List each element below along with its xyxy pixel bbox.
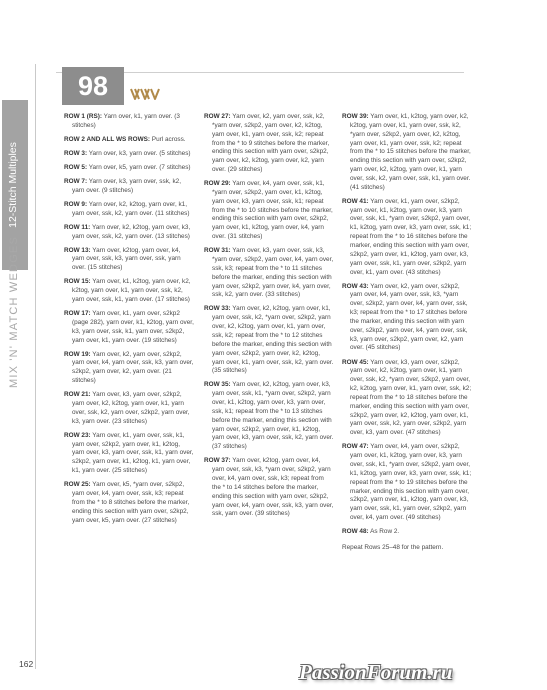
row-label: ROW 15: <box>64 278 91 286</box>
row-label: ROW 39: <box>342 113 369 120</box>
chapter-title: MIX 'N' MATCH WEDGES <box>8 235 20 389</box>
row-label: ROW 1 (RS): <box>64 113 102 120</box>
row-label: ROW 47: <box>342 443 369 451</box>
page-number: 162 <box>19 659 34 669</box>
row-text: Yarn over, k3, yarn over, ssk, k2, yarn over. (9 stitches) <box>72 177 181 194</box>
row-text: Yarn over, k2, yarn over, s2kp2, yarn over, k4, yarn over, ssk, k3, yarn over, s2kp2, yarn over, k2, yarn over. (21 stitches) <box>72 350 194 385</box>
row-label: ROW 35: <box>204 381 231 389</box>
row-text: Yarn over, k4, yarn over, ssk, k1, *yarn over, s2kp2, yarn over, k1, k2tog, yarn over, k3, yarn over, ssk, k1; repeat from the * to 10 stitches before the marker, ending this section with yarn over, s2kp2, yarn over, k1, k2tog, yarn over, k4, yarn over. (31 stitches) <box>212 180 333 241</box>
row-label: ROW 29: <box>204 180 231 188</box>
row-instruction <box>64 481 194 525</box>
row-instruction <box>342 283 472 354</box>
row-instruction <box>64 278 194 305</box>
row-label: ROW 27: <box>204 113 231 120</box>
row-label: ROW 3: <box>64 149 88 157</box>
row-instruction <box>64 150 194 159</box>
row-instruction <box>204 457 334 519</box>
row-instruction <box>64 391 194 426</box>
row-label: ROW 13: <box>64 246 91 254</box>
row-instruction <box>342 443 472 523</box>
row-text: Yarn over, k3, yarn over, s2kp2, yarn over, k2, k2tog, yarn over, k1, yarn over, ssk, k2, *yarn over, s2kp2, yarn over, k2, k2tog, yarn over, k1, yarn over, ssk, k2; repeat from the * to 18 stitches before the marker, ending this section with yarn over, s2kp2, yarn over, k2, k2tog, yarn over, k1, yarn over, ssk, k2, yarn over, s2kp2, yarn over, k3, yarn over. (47 stitches) <box>350 358 472 437</box>
row-label: ROW 48: <box>342 528 369 536</box>
row-instruction <box>204 180 334 242</box>
row-label: ROW 37: <box>204 457 231 465</box>
column-3-entries <box>342 113 472 537</box>
row-text: Yarn over, k1, k2tog, yarn over, k2, k2tog, yarn over, k1, yarn over, ssk, k2, *yarn over, s2kp2, yarn over, k2, k2tog, yarn over, k1, yarn over, ssk, k2; repeat from the * to 15 stitches before the marker, ending this section with yarn over, s2kp2, yarn over, k2, k2tog, yarn over, k1, yarn over, ssk, k2, yarn over, ssk, k1, yarn over. (41 stitches) <box>350 113 471 191</box>
row-label: ROW 23: <box>64 431 91 439</box>
row-text: Yarn over, k3, yarn over, s2kp2, yarn over, k2, k2tog, yarn over, k1, yarn over, ssk, k2, yarn over, s2kp2, yarn over, k3, yarn over. (23 stitches) <box>72 391 190 425</box>
row-instruction <box>204 113 334 175</box>
row-text: Yarn over, k4, yarn over, s2kp2, yarn over, k1, k2tog, yarn over, k3, yarn over, ssk, k1, *yarn over, s2kp2, yarn over, k1, k2tog, yarn over, k3, yarn over, ssk, k1; repeat from the * to 19 stitches before the marker, ending this section with yarn over, s2kp2, yarn over, k1, k2tog, yarn over, k3, yarn over, ssk, k1, yarn over, s2kp2, yarn over, k4, yarn over. (49 stitches) <box>350 443 472 522</box>
row-label: ROW 9: <box>64 200 88 208</box>
row-text: Yarn over, k1, yarn over. (3 stitches) <box>72 113 180 129</box>
row-instruction <box>342 113 472 193</box>
row-instruction <box>64 164 194 173</box>
row-text: Yarn over, k2, yarn over, ssk, k2, *yarn over, s2kp2, yarn over, k2, k2tog, yarn over, k1, yarn over, ssk, k2; repeat from the * to 9 stitches before the marker, ending this section with yarn over, s2kp2, yarn over, k2, k2tog, yarn over, k2, yarn over. (29 stitches) <box>212 113 330 174</box>
row-instruction <box>204 381 334 452</box>
row-label: ROW 45: <box>342 358 369 366</box>
row-text: Yarn over, k2tog, yarn over, k4, yarn over, ssk, k3, *yarn over, s2kp2, yarn over, k4, yarn over, ssk, k3; repeat from the * to 14 stitches before the marker, ending this section with yarn over, s2kp2, yarn over, k4, yarn over, ssk, k3, yarn over, ssk, yarn over. (39 stitches) <box>212 457 334 518</box>
row-text: Yarn over, k1, yarn over, s2kp2, yarn over, k1, k2tog, yarn over, k3, yarn over, ssk, k1, *yarn over, s2kp2, yarn over, k1, k2tog, yarn over, k3, yarn over, ssk, k1; repeat from the * to 16 stitches before the marker, ending this section with yarn over, s2kp2, yarn over, k1, k2tog, yarn over, k3, yarn over, ssk, k1, yarn over, s2kp2, yarn over, k1, yarn over. (43 stitches) <box>350 197 472 276</box>
row-instruction <box>64 201 194 219</box>
row-instruction <box>64 432 194 476</box>
sidebar-divider <box>35 64 36 669</box>
row-label: ROW 21: <box>64 391 91 399</box>
row-instruction <box>64 136 194 145</box>
row-instruction <box>64 224 194 242</box>
row-instruction <box>64 178 194 196</box>
row-instruction <box>204 247 334 300</box>
watermark: PassionForum.ru <box>299 660 453 684</box>
row-label: ROW 31: <box>204 247 231 255</box>
row-text: Yarn over, k2, k2tog, yarn over, k1, yarn over, ssk, k2, *yarn over, s2kp2, yarn over, k2, k2tog, yarn over, k1, yarn over, ssk, k2; repeat from the * to 12 stitches before the marker, ending this section with yarn over, s2kp2, yarn over, k2, k2tog, yarn over, k1, yarn over, ssk, k2, yarn over. (35 stitches) <box>212 305 334 375</box>
row-text: Yarn over, k1, yarn over, ssk, k1, yarn over, s2kp2, yarn over, k1, k2tog, yarn over, k3, yarn over, ssk, k1, yarn over, s2kp2, yarn over, k1, k2tog, k1, yarn over, k1, yarn over. (25 stitches) <box>72 431 194 475</box>
row-label: ROW 43: <box>342 282 369 290</box>
row-text: As Row 2. <box>368 528 400 536</box>
row-text: Yarn over, k3, yarn over, ssk, k3, *yarn over, s2kp2, yarn over, k4, yarn over, ssk, k3; repeat from the * to 11 stitches before the marker, ending this section with yarn over, s2kp2, yarn over, k4, yarn over, ssk, k2, yarn over. (33 stitches) <box>212 247 334 299</box>
row-instruction <box>64 310 194 345</box>
row-text: Yarn over, k2, k2tog, yarn over, k3, yarn over, ssk, k1, *yarn over, s2kp2, yarn over, k1, k2tog, yarn over, k3, yarn over, ssk, k1; repeat from the * to 13 stitches before the marker, ending this section with yarn over, s2kp2, yarn over, k1, k2tog, yarn over, k3, yarn over, ssk, k2, yarn over. (37 stitches) <box>212 381 334 451</box>
row-instruction <box>204 305 334 376</box>
instructions-column-2 <box>204 113 334 524</box>
row-label: ROW 5: <box>64 163 88 171</box>
row-label: ROW 41: <box>342 197 369 205</box>
double-diamond-chevron-icon <box>130 86 160 102</box>
instructions-column-3 <box>342 113 472 553</box>
row-text: Yarn over, k1, yarn over, s2kp2 (page 282), yarn over, k1, k2tog, yarn over, k3, yarn over, ssk, k1, yarn over, s2kp2, yarn over, k1, yarn over. (19 stitches) <box>72 310 194 344</box>
row-text: Yarn over, k2, k2tog, yarn over, k1, yarn over, ssk, k2, yarn over. (11 stitches) <box>72 200 190 217</box>
row-label: ROW 7: <box>64 177 88 185</box>
instructions-column-1 <box>64 113 194 531</box>
row-text: Yarn over, k5, yarn over. (7 stitches) <box>87 163 191 171</box>
row-instruction <box>342 359 472 439</box>
section-tab-label: 12-Stitch Multiples <box>7 142 19 228</box>
row-label: ROW 17: <box>64 310 91 318</box>
row-label: ROW 19: <box>64 350 91 358</box>
repeat-note: Repeat Rows 25–48 for the pattern. <box>342 543 444 551</box>
row-instruction <box>342 198 472 278</box>
row-text: Yarn over, k1, k2tog, yarn over, k2, k2tog, yarn over, k1, yarn over, ssk, k2, yarn over, ssk, k1, yarn over. (17 stitches) <box>72 278 191 303</box>
pattern-number: 98 <box>62 67 124 105</box>
row-label: ROW 2 AND ALL WS ROWS: <box>64 135 151 143</box>
row-text: Yarn over, k2tog, yarn over, k4, yarn over, ssk, k3, yarn over, ssk, yarn over. (15 stitches) <box>72 246 181 272</box>
row-instruction <box>342 528 472 537</box>
row-text: Purl across. <box>150 135 186 143</box>
row-instruction <box>64 247 194 274</box>
row-instruction <box>64 351 194 386</box>
row-label: ROW 25: <box>64 481 91 489</box>
row-text: Yarn over, k5, *yarn over, s2kp2, yarn over, k4, yarn over, ssk, k3; repeat from the * to 8 stitches before the marker, ending this section with yarn over, s2kp2, yarn over, k5, yarn over. (27 stitches) <box>72 481 190 524</box>
row-label: ROW 33: <box>204 305 231 313</box>
row-instruction <box>64 113 194 131</box>
row-text: Yarn over, k3, yarn over. (5 stitches) <box>87 149 191 157</box>
row-text: Yarn over, k2, k2tog, yarn over, k3, yarn over, ssk, k2, yarn over. (13 stitches) <box>72 223 191 240</box>
row-label: ROW 11: <box>64 223 91 231</box>
row-text: Yarn over, k2, yarn over, s2kp2, yarn over, k4, yarn over, ssk, k3, *yarn over, s2kp2, yarn over, k4, yarn over, ssk, k3; repeat from the * to 17 stitches before the marker, ending this section with yarn over, s2kp2, yarn over, k4, yarn over, ssk, k3, yarn over, s2kp2, yarn over, k2, yarn over. (45 stitches) <box>350 282 468 352</box>
